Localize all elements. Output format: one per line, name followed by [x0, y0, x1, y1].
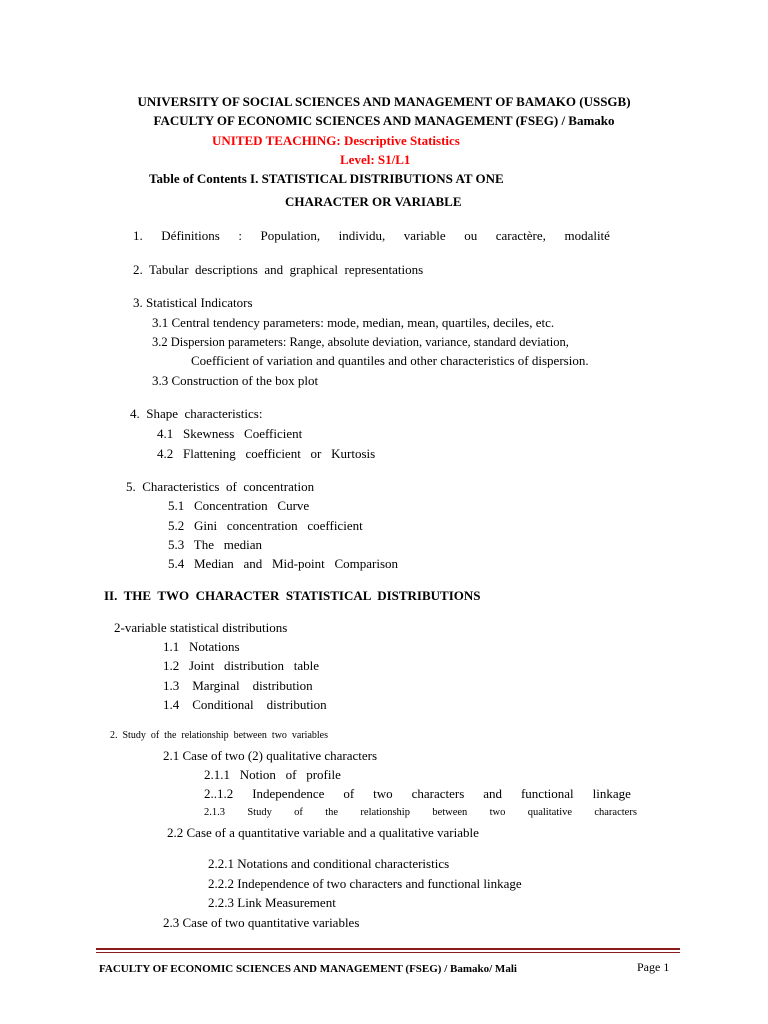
toc-word: variable	[403, 228, 446, 243]
toc-word: two	[489, 807, 506, 818]
toc-item-2-2-1-1: 2.1.1 Notion of profile	[204, 767, 341, 782]
toc-item-2-1-2: 1.2 Joint distribution table	[163, 658, 319, 673]
toc-item-1-5: 5. Characteristics of concentration	[126, 479, 315, 494]
toc-word: 2.1.3	[204, 807, 225, 818]
toc-word: and	[483, 786, 503, 801]
toc-word: modalité	[564, 228, 610, 243]
footer-rule-bottom	[96, 952, 680, 953]
toc-word: 1.	[133, 228, 143, 243]
toc-item-2-2-2-1: 2.2.1 Notations and conditional characteristics	[208, 856, 450, 871]
toc-item-2-2-1-2	[204, 786, 631, 802]
toc-item-1-3: 3. Statistical Indicators	[133, 295, 253, 310]
part1-title-cont: CHARACTER OR VARIABLE	[285, 194, 462, 209]
faculty-heading: FACULTY OF ECONOMIC SCIENCES AND MANAGEMENT (FSEG) / Bamako	[153, 113, 615, 128]
toc-item-1-2: 2. Tabular descriptions and graphical representations	[133, 262, 424, 277]
toc-word: relationship	[360, 807, 410, 818]
level-heading: Level: S1/L1	[340, 152, 411, 167]
toc-word: Study	[247, 807, 272, 818]
toc-item-2-2-1: 2.1 Case of two (2) qualitative characters	[163, 748, 378, 763]
university-heading: UNIVERSITY OF SOCIAL SCIENCES AND MANAGEMENT OF BAMAKO (USSGB)	[137, 94, 631, 109]
toc-item-1-5-3: 5.3 The median	[168, 537, 262, 552]
toc-item-2-1-1: 1.1 Notations	[163, 639, 240, 654]
toc-word: functional	[520, 786, 574, 801]
toc-item-1-3-2-cont: Coefficient of variation and quantiles and other characteristics of dispersion.	[191, 353, 589, 368]
toc-item-2-1-3: 1.3 Marginal distribution	[163, 678, 313, 693]
toc-word: the	[325, 807, 339, 818]
toc-item-2-2: 2. Study of the relationship between two variables	[110, 730, 329, 741]
toc-item-1-4-1: 4.1 Skewness Coefficient	[157, 426, 303, 441]
toc-word: two	[373, 786, 393, 801]
toc-item-1-3-1: 3.1 Central tendency parameters: mode, median, mean, quartiles, deciles, etc.	[152, 315, 555, 330]
toc-word: of	[294, 807, 303, 818]
toc-word: linkage	[592, 786, 631, 801]
toc-word: caractère,	[495, 228, 546, 243]
toc-item-1-5-4: 5.4 Median and Mid-point Comparison	[168, 556, 399, 571]
toc-item-2-2-2-2: 2.2.2 Independence of two characters and functional linkage	[208, 876, 522, 891]
toc-word: qualitative	[527, 807, 573, 818]
toc-word: individu,	[338, 228, 386, 243]
page-number: Page 1	[637, 960, 670, 974]
toc-item-2-1-4: 1.4 Conditional distribution	[163, 697, 327, 712]
toc-item-1-4-2: 4.2 Flattening coefficient or Kurtosis	[157, 446, 376, 461]
toc-word: 2..1.2	[204, 786, 234, 801]
toc-word: :	[238, 228, 242, 243]
part2-title: II. THE TWO CHARACTER STATISTICAL DISTRIBUTIONS	[104, 588, 481, 603]
toc-item-1-5-2: 5.2 Gini concentration coefficient	[168, 518, 363, 533]
footer-text: FACULTY OF ECONOMIC SCIENCES AND MANAGEMENT (FSEG) / Bamako/ Mali	[99, 963, 517, 975]
toc-word: characters	[411, 786, 465, 801]
toc-item-1-5-1: 5.1 Concentration Curve	[168, 498, 310, 513]
toc-item-2-1: 2-variable statistical distributions	[114, 620, 288, 635]
toc-word: Independence	[252, 786, 325, 801]
footer-rule-top	[96, 948, 680, 950]
toc-word: Population,	[260, 228, 321, 243]
toc-item-1-1	[133, 228, 610, 244]
toc-item-2-2-2: 2.2 Case of a quantitative variable and a qualitative variable	[167, 825, 479, 840]
toc-word: between	[432, 807, 468, 818]
toc-word: ou	[464, 228, 478, 243]
toc-item-1-3-3: 3.3 Construction of the box plot	[152, 373, 319, 388]
teaching-unit-heading: UNITED TEACHING: Descriptive Statistics	[212, 133, 460, 148]
toc-title: Table of Contents I. STATISTICAL DISTRIBUTIONS AT ONE	[149, 171, 504, 186]
toc-item-1-4: 4. Shape characteristics:	[130, 406, 263, 421]
toc-item-1-3-2: 3.2 Dispersion parameters: Range, absolute deviation, variance, standard deviation,	[152, 335, 569, 349]
toc-item-2-2-1-3	[204, 805, 637, 821]
toc-item-2-2-3: 2.3 Case of two quantitative variables	[163, 915, 360, 930]
toc-word: Définitions	[161, 228, 220, 243]
toc-word: characters	[594, 807, 637, 818]
toc-word: of	[343, 786, 355, 801]
toc-item-2-2-2-3: 2.2.3 Link Measurement	[208, 895, 336, 910]
